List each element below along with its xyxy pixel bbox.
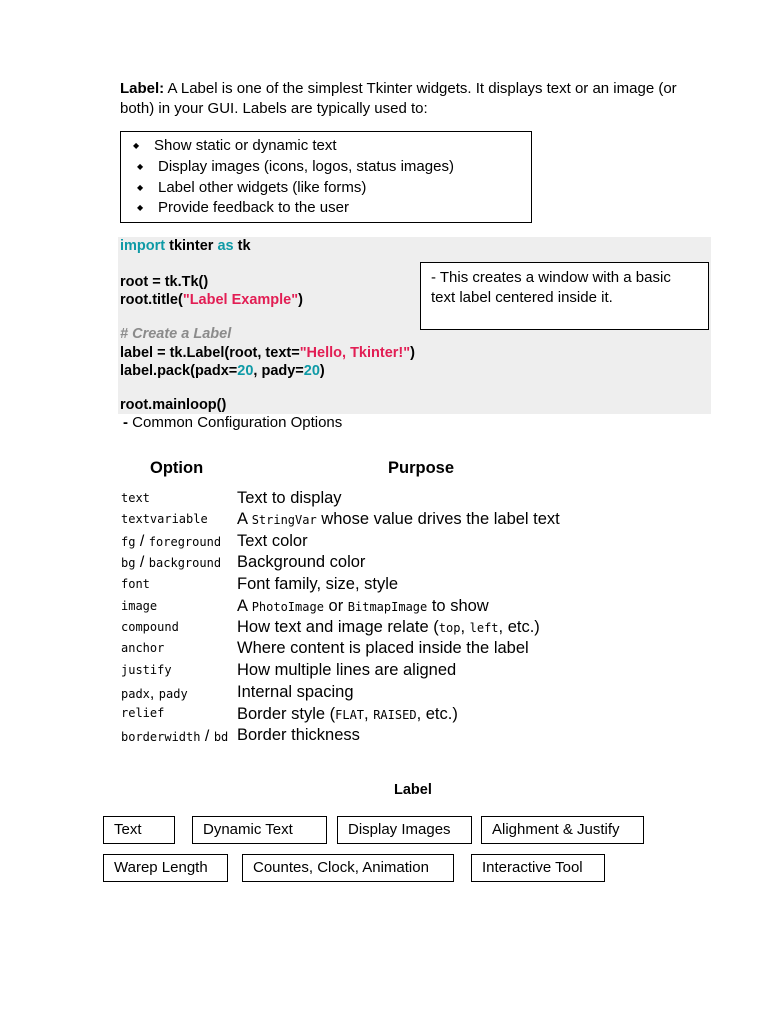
purpose-code: PhotoImage [251,600,324,614]
diagram-title: Label [394,782,432,798]
code-text: ) [319,363,325,379]
table-cell-purpose: Text to display [237,489,342,507]
diagram-node-dynamic-text: Dynamic Text [192,816,327,844]
diagram-node-display-images: Display Images [337,816,472,844]
table-cell-option: compound [121,620,179,634]
code-line-mainloop: root.mainloop() [120,397,227,413]
list-item: ◆ Show static or dynamic text [133,136,531,157]
list-item: ◆ Display images (icons, logos, status images) [137,157,531,178]
code-text: ) [298,292,303,308]
purpose-code: FLAT [335,708,365,722]
uses-list [121,132,531,219]
string-literal: "Hello, Tkinter!" [299,345,411,361]
table-cell-purpose: Text color [237,532,308,550]
table-header-purpose: Purpose [388,459,455,477]
table-cell-purpose [237,509,560,532]
purpose-text: or [323,597,348,615]
keyword-import: import [120,238,166,254]
code-comment: # Create a Label [120,326,232,342]
diagram-node-text: Text [103,816,175,844]
option-code: bg [121,556,136,570]
number-literal: 20 [237,363,254,379]
table-cell-option: text [121,491,150,505]
intro-term: Label: [120,80,165,97]
uses-list-box [120,131,532,223]
diagram-node-alignment-justify: Alighment & Justify [481,816,644,844]
heading-dash: - [123,414,133,431]
purpose-text: A [237,597,252,615]
string-literal: "Label Example" [182,292,299,308]
code-text: label.pack(padx= [120,363,238,379]
option-separator: / [200,728,214,745]
option-code: foreground [148,535,222,549]
code-line-import [120,237,251,255]
purpose-text: to show [427,597,489,615]
table-cell-purpose: Border thickness [237,726,360,744]
list-item: ◆ Label other widgets (like forms) [137,178,531,199]
purpose-code: RAISED [373,708,417,722]
module-name: tkinter [165,238,218,254]
table-cell-option [121,552,221,575]
purpose-text: , etc.) [416,705,458,723]
code-line-root: root = tk.Tk() [120,274,209,290]
table-cell-purpose: Background color [237,553,366,571]
section-heading [123,414,342,431]
purpose-text: , [460,618,470,636]
table-cell-purpose [237,617,540,640]
module-alias: tk [233,238,251,254]
table-cell-option [121,531,221,554]
purpose-text: , [364,705,374,723]
purpose-code: BitmapImage [347,600,428,614]
purpose-text: , etc.) [498,618,540,636]
option-code: background [148,556,222,570]
option-code: fg [121,535,136,549]
purpose-text: A [237,510,252,528]
code-line-title [120,291,303,309]
table-cell-option: image [121,599,158,613]
diagram-node-interactive-tool: Interactive Tool [471,854,605,882]
heading-text: Common Configuration Options [132,414,343,431]
code-text: ) [410,345,415,361]
purpose-text: whose value drives the label text [316,510,560,528]
explanation-note: - This creates a window with a basic text label centered inside it. [420,262,709,330]
code-text: root.title( [120,292,183,308]
purpose-code: StringVar [251,513,317,527]
diagram-node-wrap-length: Warep Length [103,854,228,882]
table-cell-purpose: Font family, size, style [237,575,399,593]
purpose-text: Border style ( [237,705,336,723]
table-cell-purpose [237,704,458,727]
option-code: borderwidth [121,730,201,744]
table-cell-option: font [121,577,150,591]
code-line-pack [120,362,325,380]
code-text: label = tk.Label(root, text= [120,345,300,361]
table-header-option: Option [150,459,204,477]
option-code: pady [158,687,188,701]
intro-paragraph [120,79,710,119]
option-separator: / [135,554,149,571]
table-cell-option: anchor [121,641,165,655]
purpose-text: How text and image relate ( [237,618,439,636]
table-cell-purpose: Internal spacing [237,683,354,701]
code-line-label [120,344,415,362]
keyword-as: as [217,238,234,254]
option-separator: , [149,685,159,702]
option-separator: / [135,533,149,550]
purpose-code: left [469,621,499,635]
table-cell-option: justify [121,663,172,677]
table-cell-option [121,726,228,749]
intro-text: A Label is one of the simplest Tkinter widgets. It displays text or an image (or both) in your GUI. Labels are typically used to: [120,80,677,117]
table-cell-purpose: How multiple lines are aligned [237,661,457,679]
diagram-node-counters-clock-animation: Countes, Clock, Animation [242,854,454,882]
option-code: padx [121,687,150,701]
table-cell-option: relief [121,706,165,720]
table-cell-purpose [237,596,489,619]
table-cell-option: textvariable [121,512,208,526]
option-code: bd [213,730,229,744]
list-item: ◆ Provide feedback to the user [137,198,531,219]
table-cell-purpose: Where content is placed inside the label [237,639,529,657]
code-text: , pady= [253,363,304,379]
purpose-code: top [438,621,461,635]
number-literal: 20 [303,363,320,379]
